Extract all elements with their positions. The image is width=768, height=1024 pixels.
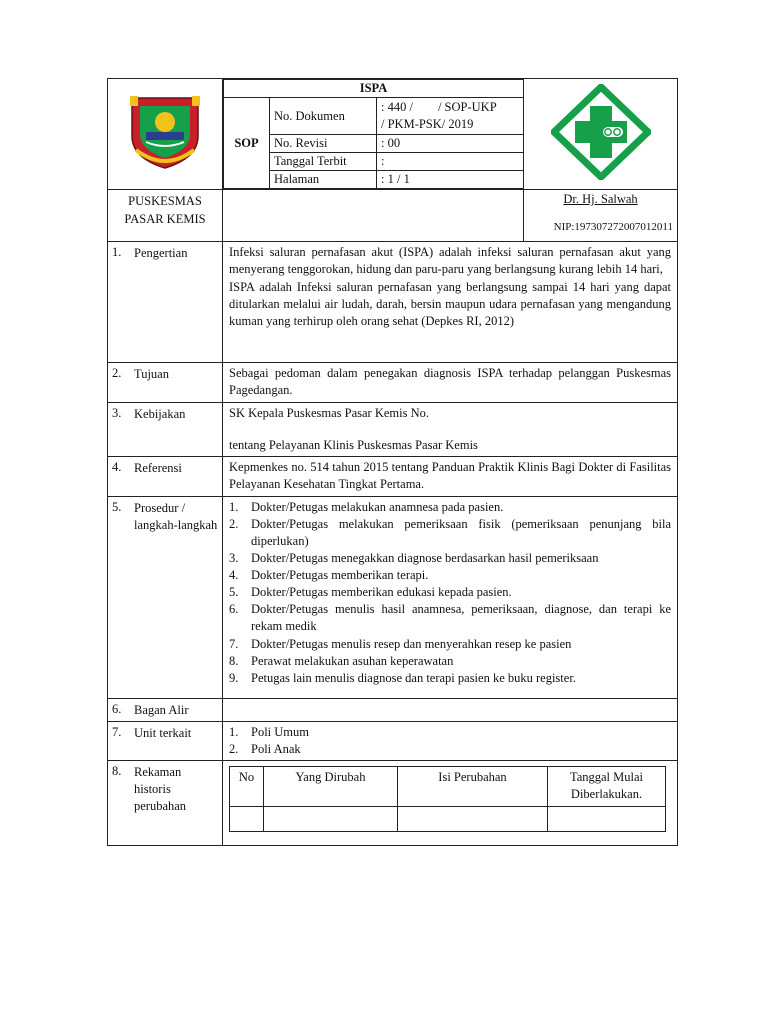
- section-content-tujuan: Sebagai pedoman dalam penegakan diagnosis ISPA terhadap pelanggan Puskesmas Pagedangan.: [223, 363, 678, 403]
- table-row: [230, 806, 666, 831]
- regency-emblem-icon: [124, 92, 206, 172]
- list-item: 1. Poli Umum: [229, 724, 309, 739]
- history-table: [229, 766, 666, 832]
- list-item: 7. Dokter/Petugas menulis resep dan menyerahkan resep ke pasien: [229, 636, 572, 651]
- section-label-unit-terkait: 7. Unit terkait: [108, 721, 223, 760]
- history-cell: [398, 806, 548, 831]
- org-blank-cell: [223, 190, 524, 242]
- doc-meta-cell: [223, 79, 524, 190]
- history-header-tanggal: Tanggal Mulai Diberlakukan.: [548, 766, 666, 806]
- history-header-no: No: [230, 766, 264, 806]
- section-label-prosedur: 5. Prosedur / langkah-langkah: [108, 496, 223, 698]
- section-content-bagan-alir: [223, 698, 678, 721]
- sop-document: [107, 78, 677, 818]
- list-item: 3. Dokter/Petugas menegakkan diagnose berdasarkan hasil pemeriksaan: [229, 551, 599, 566]
- list-item: 1. Dokter/Petugas melakukan anamnesa pada pasien.: [229, 499, 504, 514]
- history-cell: [264, 806, 398, 831]
- list-item: 2. Poli Anak: [229, 741, 301, 756]
- document-title: ISPA: [224, 80, 524, 98]
- list-item: 6. Dokter/Petugas menulis hasil anamnesa, pemeriksaan, diagnose, dan terapi ke rekam medik: [229, 602, 672, 634]
- section-content-unit-terkait: [223, 721, 678, 760]
- procedure-steps-list: [229, 499, 671, 687]
- no-revisi-value: : 00: [377, 135, 524, 153]
- list-item: 5. Dokter/Petugas memberikan edukasi kepada pasien.: [229, 585, 512, 600]
- regency-logo-cell: [108, 79, 223, 190]
- sop-table: [107, 78, 678, 846]
- section-content-rekaman: [223, 760, 678, 845]
- list-item: 4. Dokter/Petugas memberikan terapi.: [229, 568, 429, 583]
- tanggal-terbit-label: Tanggal Terbit: [270, 153, 377, 171]
- section-label-bagan-alir: 6. Bagan Alir: [108, 698, 223, 721]
- signer-name: Dr. Hj. Salwah: [563, 192, 638, 206]
- list-item: 8. Perawat melakukan asuhan keperawatan: [229, 653, 454, 668]
- section-content-pengertian: Infeksi saluran pernafasan akut (ISPA) adalah infeksi saluran pernafasan akut yang menyerang tenggorokan, hidung dan paru-paru yang berlangsung kurang lebih 14 hari, ISPA adalah Infeksi saluran pernafasan yang berlangsung sampai 14 hari yang dapat ditularkan melalui air ludah, darah, bersin maupun udara pernafasan yang mengandung kuman yang terhirup oleh orang sehat (Depkes RI, 2012): [223, 242, 678, 363]
- history-cell: [230, 806, 264, 831]
- section-label-pengertian: 1. Pengertian: [108, 242, 223, 363]
- history-header-isi-perubahan: Isi Perubahan: [398, 766, 548, 806]
- section-label-kebijakan: 3. Kebijakan: [108, 402, 223, 457]
- no-dokumen-value: : 440 / / SOP-UKP / PKM-PSK/ 2019: [377, 98, 524, 135]
- no-revisi-label: No. Revisi: [270, 135, 377, 153]
- health-logo-cell: [524, 79, 678, 190]
- section-content-prosedur: [223, 496, 678, 698]
- halaman-value: : 1 / 1: [377, 171, 524, 189]
- signer-cell: [524, 190, 678, 242]
- section-content-referensi: Kepmenkes no. 514 tahun 2015 tentang Panduan Praktik Klinis Bagi Dokter di Fasilitas Pelayanan Kesehatan Tingkat Pertama.: [223, 457, 678, 497]
- no-dokumen-label: No. Dokumen: [270, 98, 377, 135]
- section-label-tujuan: 2. Tujuan: [108, 363, 223, 403]
- history-cell: [548, 806, 666, 831]
- table-row: [230, 766, 666, 806]
- halaman-label: Halaman: [270, 171, 377, 189]
- list-item: 2. Dokter/Petugas melakukan pemeriksaan fisik (pemeriksaan penunjang bila diperlukan): [229, 516, 672, 548]
- section-label-referensi: 4. Referensi: [108, 457, 223, 497]
- puskesmas-cross-logo-icon: [551, 84, 651, 180]
- signer-nip: NIP:197307272007012011: [553, 221, 674, 233]
- unit-list: [229, 724, 671, 758]
- section-label-rekaman: 8. Rekaman historis perubahan: [108, 760, 223, 845]
- tanggal-terbit-value: :: [377, 153, 524, 171]
- sop-label: SOP: [224, 98, 270, 189]
- section-content-kebijakan: SK Kepala Puskesmas Pasar Kemis No. tentang Pelayanan Klinis Puskesmas Pasar Kemis: [223, 402, 678, 457]
- list-item: 9. Petugas lain menulis diagnose dan terapi pasien ke buku register.: [229, 670, 576, 685]
- history-header-yang-dirubah: Yang Dirubah: [264, 766, 398, 806]
- org-name-cell: PUSKESMAS PASAR KEMIS: [108, 190, 223, 242]
